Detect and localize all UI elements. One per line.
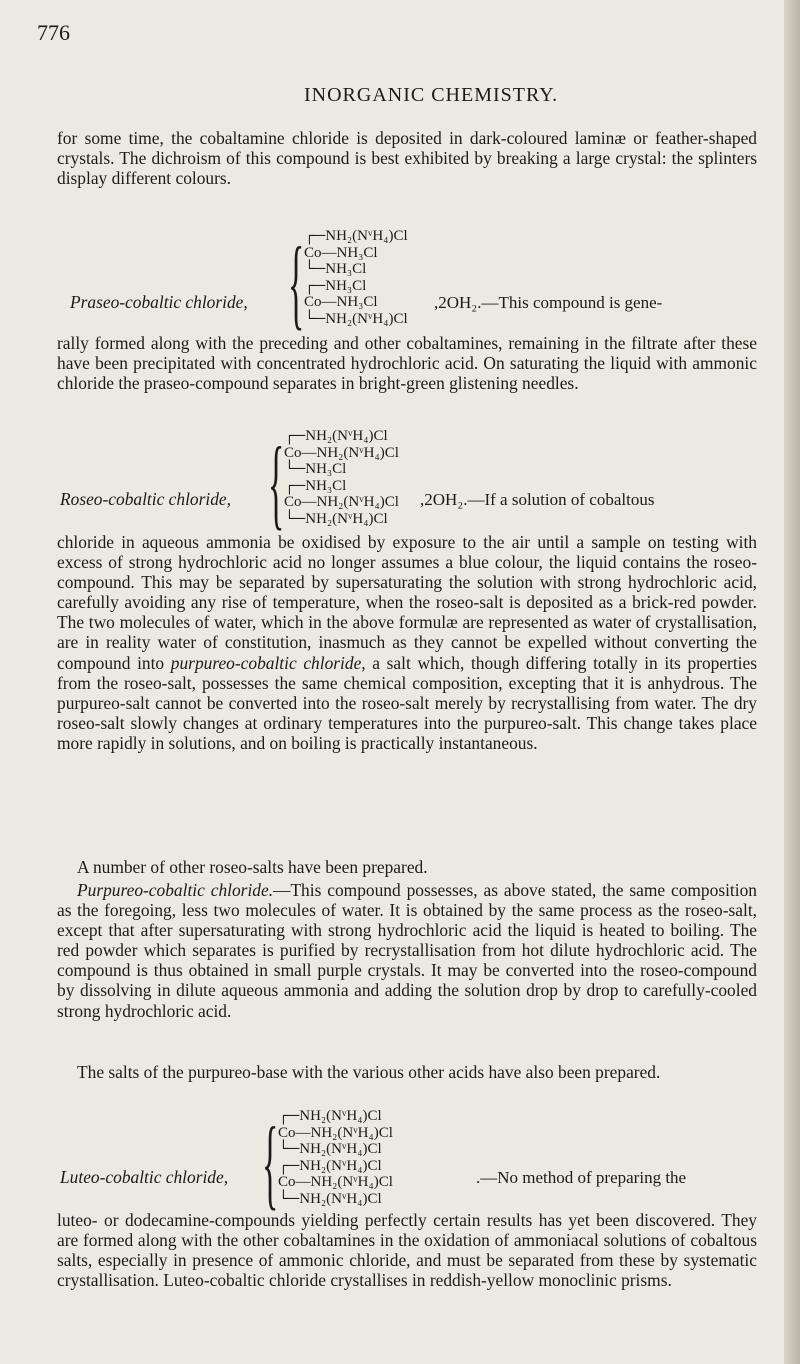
formula-line: └─NH₂(NᵛH₄)Cl [284, 510, 388, 527]
roseo-brace: { [268, 430, 285, 541]
formula-line: └─NH₃Cl [284, 461, 347, 477]
paragraph-roseo [57, 532, 757, 753]
paragraph-intro: for some time, the cobaltamine chloride is deposited in dark-coloured laminæ or feather-shaped crystals. The dichroism of this compound is best exhibited by breaking a large crystal: the splinters display different colours. [57, 128, 757, 189]
formula-line: └─NH₂(NᵛH₄)Cl [278, 1190, 382, 1207]
formula-line: ┌─NH₂(NᵛH₄)Cl [304, 228, 408, 244]
roseo-label: Roseo-cobaltic chloride, [60, 489, 231, 509]
formula-line: ┌─NH₃Cl [304, 277, 367, 294]
purpureo-text: —This compound possesses, as above stated, the same composition as the foregoing, less two molecules of water. It is obtained by the same process as the roseo-salt, except that after supersaturating with strong hydrochloric acid the liquid is heated to boiling. The red powder which separates is purified by recrystallisation from hot dilute hydrochloric acid. The compound is thus obtained in small purple crystals. It may be converted into the roseo-compound by dissolving in dilute aqueous ammonia and adding the solution drop by drop to carefully-cooled strong hydrochloric acid. [57, 880, 757, 1021]
formula-line: Co—NH₂(NᵛH₄)Cl [278, 1174, 393, 1190]
running-title: INORGANIC CHEMISTRY. [304, 84, 559, 106]
praseo-formula [304, 228, 408, 327]
formula-line: └─NH₃Cl [304, 261, 367, 277]
page-edge [784, 0, 800, 1364]
paragraph-praseo: rally formed along with the preceding and other cobaltamines, remaining in the filtrate after these have been precipitated with concentrated hydrochloric acid. On saturating the liquid with ammonic chloride the praseo-compound separates in bright-green glistening needles. [57, 333, 757, 394]
formula-line: └─NH₂(NᵛH₄)Cl [304, 310, 408, 327]
formula-line: ┌─NH₂(NᵛH₄)Cl [278, 1108, 382, 1124]
praseo-brace: { [288, 230, 305, 341]
formula-line: Co—NH₂(NᵛH₄)Cl [284, 444, 399, 461]
luteo-formula [278, 1108, 393, 1207]
page-number: 776 [37, 20, 70, 45]
formula-line: Co—NH₂(NᵛH₄)Cl [278, 1124, 393, 1141]
roseo-trailing-text: ,2OH₂.—If a solution of cobaltous [420, 490, 655, 509]
luteo-trailing-text: .—No method of preparing the [476, 1168, 687, 1187]
formula-line: ┌─NH₂(NᵛH₄)Cl [278, 1157, 382, 1174]
formula-line: └─NH₂(NᵛH₄)Cl [278, 1141, 382, 1157]
formula-line: Co—NH₃Cl [304, 244, 378, 261]
roseo-formula [284, 428, 399, 527]
paragraph-purpureo-salts: The salts of the purpureo-base with the various other acids have also been prepared. [77, 1062, 661, 1082]
roseo-text-rest: a salt which, though differing totally in its properties from the roseo-salt, possesses the same chemical composition, excepting that it is anhydrous. The purpureo-salt cannot be converted into the roseo-salt merely by recrystallising from water. The dry roseo-salt slowly changes at ordinary temperatures into the purpureo-salt. This change takes place more rapidly in solutions, and on boiling is practically instantaneous. [57, 652, 757, 753]
roseo-text: chloride in aqueous ammonia be oxidised by exposure to the air until a sample on testing with excess of strong hydrochloric acid no longer assumes a blue colour, the liquid contains the roseo-compound. This may be separated by supersaturating the solution with strong hydrochloric acid, carefully avoiding any rise of temperature, when the roseo-salt is deposited as a brick-red powder. The two molecules of water, which in the above formulæ are represented as water of crystallisation, are in reality water of constitution, inasmuch as they cannot be expelled without converting the compound into [57, 532, 757, 673]
formula-line: Co—NH₃Cl [304, 294, 378, 310]
paragraph-purpureo [57, 880, 757, 1021]
formula-line: ┌─NH₂(NᵛH₄)Cl [284, 428, 388, 444]
praseo-trailing-text: ,2OH₂.—This compound is gene- [434, 293, 663, 312]
paragraph-other-roseo: A number of other roseo-salts have been prepared. [77, 857, 428, 877]
purpureo-heading: Purpureo-cobaltic chloride. [77, 880, 274, 900]
formula-line: ┌─NH₃Cl [284, 477, 347, 494]
formula-line: Co—NH₂(NᵛH₄)Cl [284, 494, 399, 510]
luteo-brace: { [262, 1110, 279, 1221]
purpureo-term: purpureo-cobaltic chloride, [170, 652, 366, 673]
paragraph-luteo: luteo- or dodecamine-compounds yielding perfectly certain results has yet been discovered. They are formed along with the other cobaltamines in the oxidation of ammoniacal solutions of cobaltous salts, especially in presence of ammonic chloride, and must be separated from these by systematic crystallisation. Luteo-cobaltic chloride crystallises in reddish-yellow monoclinic prisms. [57, 1210, 757, 1291]
praseo-label: Praseo-cobaltic chloride, [70, 292, 248, 312]
luteo-label: Luteo-cobaltic chloride, [60, 1167, 229, 1187]
